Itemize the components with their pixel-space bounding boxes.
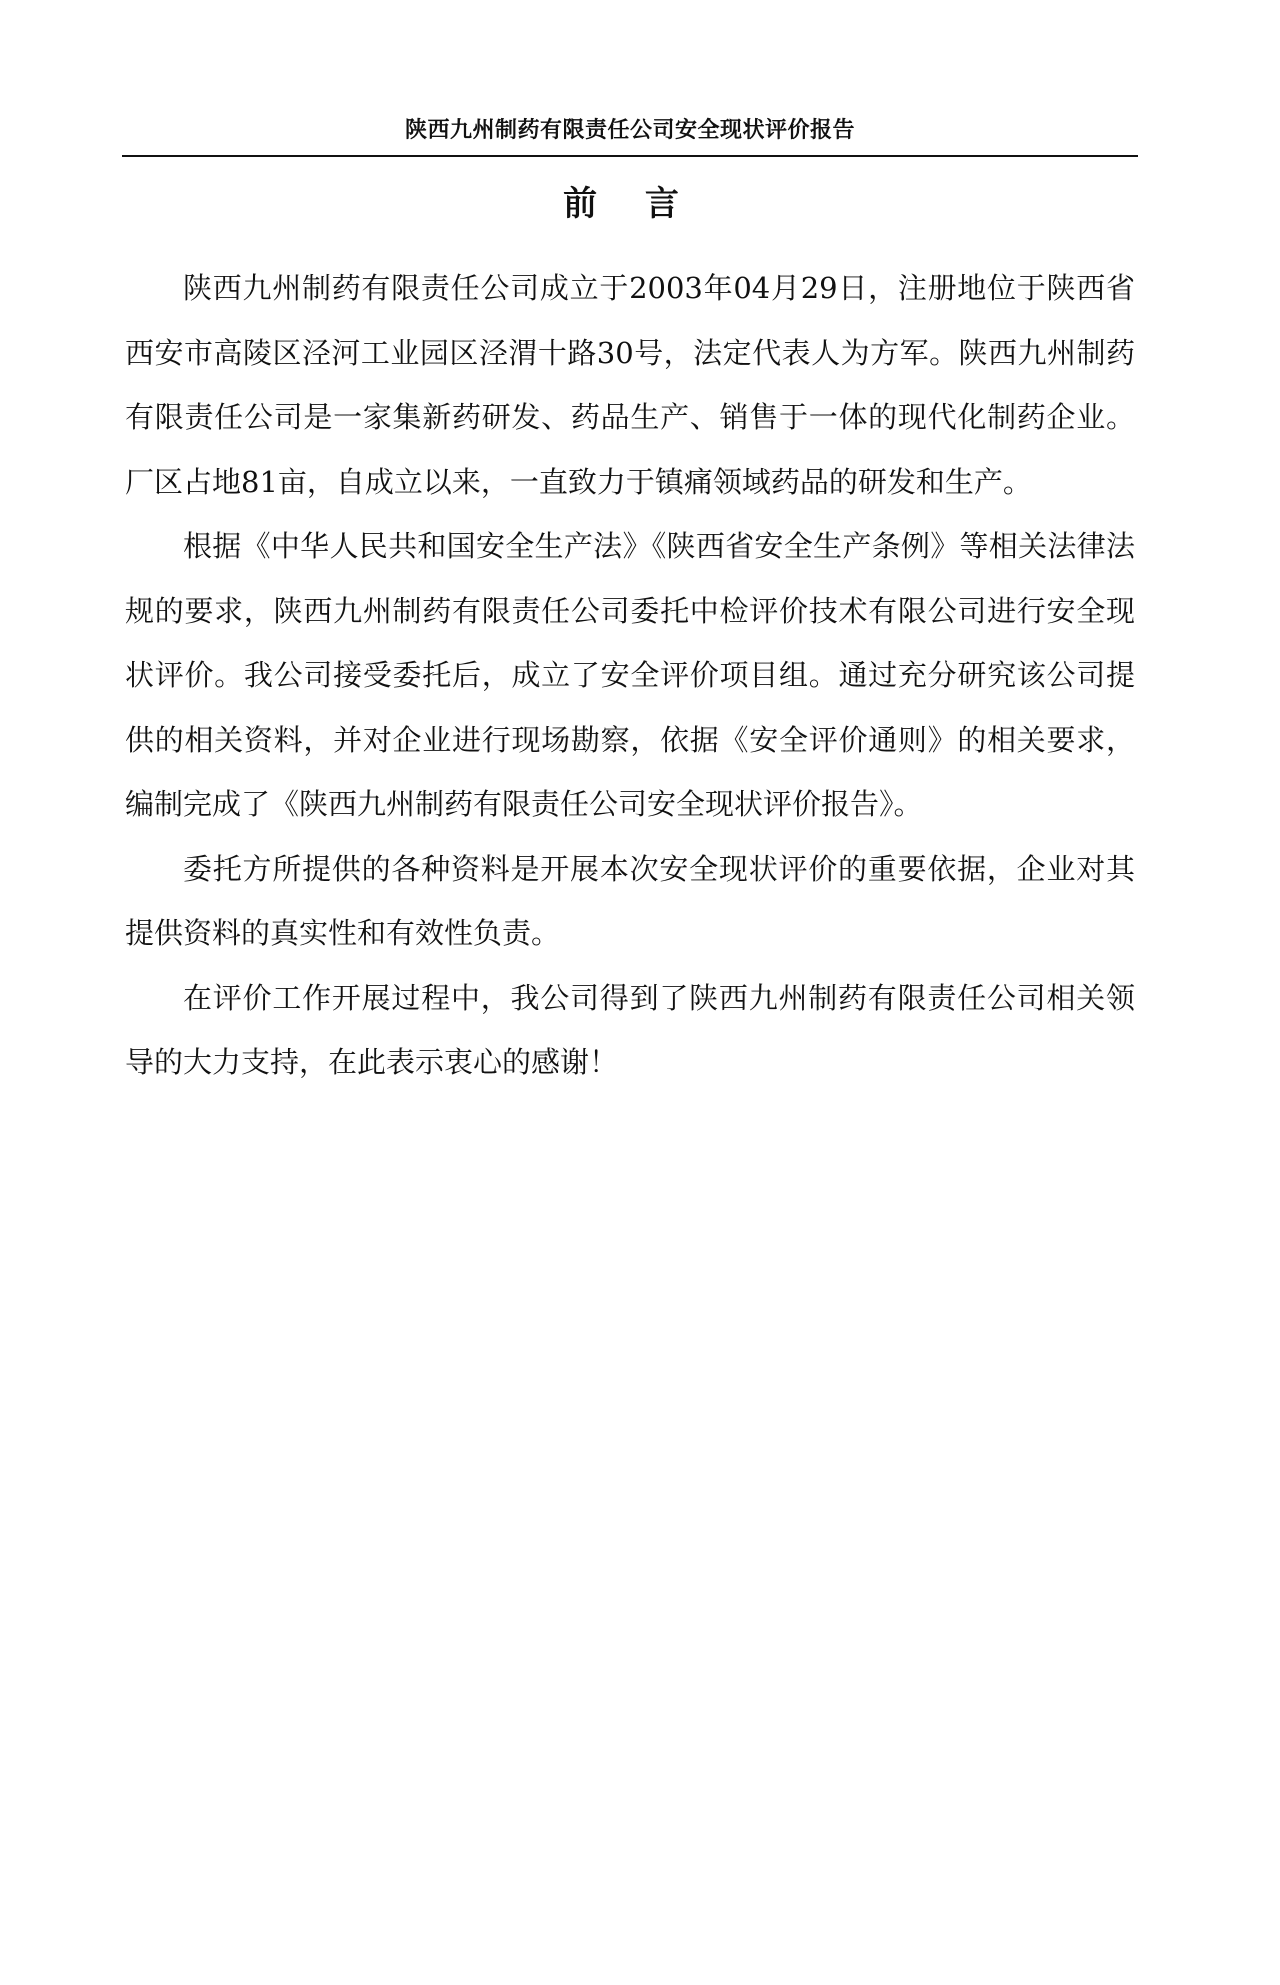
body-text [125,256,1135,1095]
paragraph-acknowledgement: 在评价工作开展过程中，我公司得到了陕西九州制药有限责任公司相关领导的大力支持，在此表示衷心的感谢！ [125,980,1135,1079]
paragraph-responsibility: 委托方所提供的各种资料是开展本次安全现状评价的重要依据，企业对其提供资料的真实性和有效性负责。 [125,851,1135,950]
paragraph-intro: 陕西九州制药有限责任公司成立于2003年04月29日，注册地位于陕西省西安市高陵区泾河工业园区泾渭十路30号，法定代表人为方军。陕西九州制药有限责任公司是一家集新药研发、药品生产、销售于一体的现代化制药企业。厂区占地81亩，自成立以来，一直致力于镇痛领域药品的研发和生产。 [125,271,1135,499]
running-header: 陕西九州制药有限责任公司安全现状评价报告 [404,118,855,143]
header-rule [122,155,1138,157]
paragraph-basis: 根据《中华人民共和国安全生产法》《陕西省安全生产条例》等相关法律法规的要求，陕西九州制药有限责任公司委托中检评价技术有限公司进行安全现状评价。我公司接受委托后，成立了安全评价项目组。通过充分研究该公司提供的相关资料，并对企业进行现场勘察，依据《安全评价通则》的相关要求，编制完成了《陕西九州制药有限责任公司安全现状评价报告》。 [125,529,1135,821]
document-title: 前 言 [563,184,697,224]
